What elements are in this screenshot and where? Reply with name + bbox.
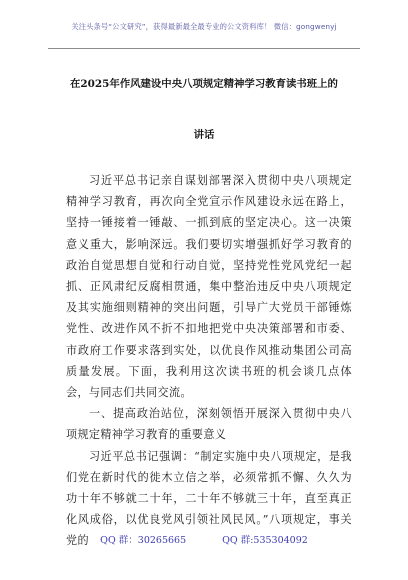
- header-divider: [48, 48, 360, 49]
- header-banner: 关注头条号“公文研究”，获得最新最全最专业的公文资料库！ 微信：gongwenyj: [71, 22, 337, 31]
- document-body: [66, 170, 352, 552]
- body-paragraph: 习近平总书记强调：“制定实施中央八项规定，是我们党在新时代的徙木立信之举，必须常抓不懈、久久为功十年不够就二十年，二十年不够就三十年，直至真正化风成俗，以优良党风引领社风民风。”八项规定，事关党的: [66, 449, 352, 548]
- document-title: 在2025年作风建设中央八项规定精神学习教育读书班上的: [70, 78, 338, 90]
- body-paragraph: 习近平总书记亲自谋划部署深入贯彻中央八项规定精神学习教育，再次向全党宣示作风建设永远在路上，坚持一锤接着一锤敲、一抓到底的坚定决心。这一决策意义重大，影响深远。我们要切实增强抓好学习教育的政治自觉思想自觉和行动自觉，坚持党性党风党纪一起抓、正风肃纪反腐相贯通，集中整治违反中央八项规定及其实施细则精神的突出问题，引导广大党员干部锤炼党性、改进作风不折不扣地把党中央决策部署和市委、市政府工作要求落到实处，以优良作风推动集团公司高质量发展。下面，我利用这次读书班的机会谈几点体会，与同志们共同交流。: [66, 174, 352, 400]
- footer-qq-group-right: QQ 群:535304092: [222, 535, 308, 546]
- footer-contact: [30, 532, 378, 546]
- document-title-continued: 讲话: [193, 129, 215, 141]
- section-heading: 一、提高政治站位，深刻领悟开展深入贯彻中央八项规定精神学习教育的重要意义: [66, 407, 352, 442]
- footer-qq-group-left: QQ 群：30265665: [100, 535, 187, 546]
